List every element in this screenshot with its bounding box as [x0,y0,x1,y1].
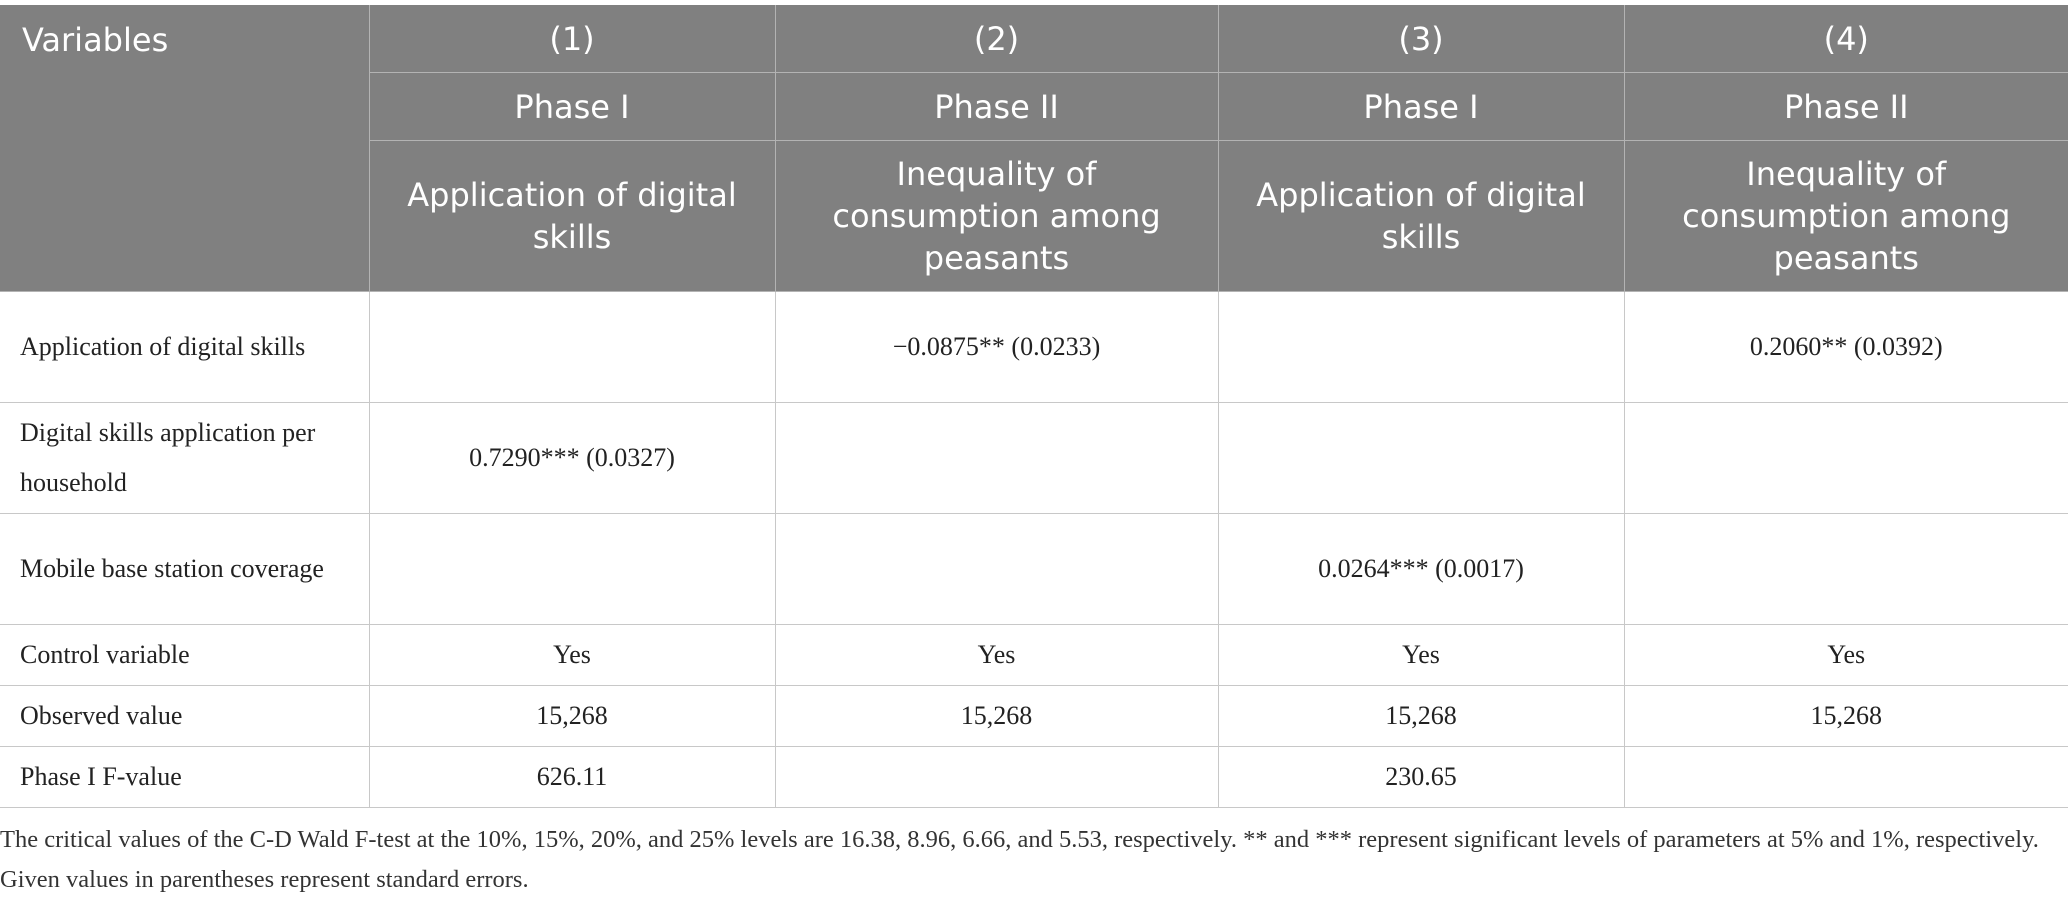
row-label: Phase I F-value [0,747,369,808]
column-number-3: (3) [1218,5,1624,73]
table-row [0,625,2068,686]
table-cell: 15,268 [1624,686,2068,747]
table-cell [775,514,1218,625]
table-cell: Yes [1624,625,2068,686]
column-number-4: (4) [1624,5,2068,73]
table-cell [1218,403,1624,514]
column-dependent-2: Inequality of consumption among peasants [775,141,1218,292]
table-cell: 0.0264*** (0.0017) [1218,514,1624,625]
table-cell: 15,268 [775,686,1218,747]
table-footnote: The critical values of the C-D Wald F-test at the 10%, 15%, 20%, and 25% levels are 16.38, 8.96, 6.66, and 5.53, respectively. ** and *** represent significant levels of parameters at 5% and 1%, respectively. Given values in parentheses represent standard errors. [0,826,2039,893]
column-number-1: (1) [369,5,775,73]
row-label: Digital skills application per household [0,403,369,514]
table-cell: 230.65 [1218,747,1624,808]
table-cell: 0.2060** (0.0392) [1624,292,2068,403]
table-cell [775,403,1218,514]
header-row-column-numbers [0,5,2068,73]
table-cell: −0.0875** (0.0233) [775,292,1218,403]
table-row [0,514,2068,625]
table-cell [369,514,775,625]
table-cell [775,747,1218,808]
row-label: Control variable [0,625,369,686]
table-header [0,5,2068,292]
table-cell: Yes [369,625,775,686]
row-label: Mobile base station coverage [0,514,369,625]
table-cell [1624,403,2068,514]
table-cell [1624,747,2068,808]
column-dependent-4: Inequality of consumption among peasants [1624,141,2068,292]
table-cell [369,292,775,403]
table-cell: 0.7290*** (0.0327) [369,403,775,514]
table-body [0,292,2068,808]
column-number-2: (2) [775,5,1218,73]
column-phase-3: Phase I [1218,73,1624,141]
column-phase-2: Phase II [775,73,1218,141]
table-cell: 15,268 [1218,686,1624,747]
row-label: Application of digital skills [0,292,369,403]
table-row [0,292,2068,403]
variables-header: Variables [0,5,369,292]
table-row [0,747,2068,808]
column-phase-1: Phase I [369,73,775,141]
regression-table-container [0,5,2068,808]
table-row [0,403,2068,514]
row-label: Observed value [0,686,369,747]
table-row [0,686,2068,747]
column-phase-4: Phase II [1624,73,2068,141]
column-dependent-1: Application of digital skills [369,141,775,292]
table-cell [1624,514,2068,625]
table-cell: Yes [1218,625,1624,686]
table-cell: 626.11 [369,747,775,808]
table-cell [1218,292,1624,403]
column-dependent-3: Application of digital skills [1218,141,1624,292]
table-cell: Yes [775,625,1218,686]
regression-table [0,5,2068,808]
table-cell: 15,268 [369,686,775,747]
